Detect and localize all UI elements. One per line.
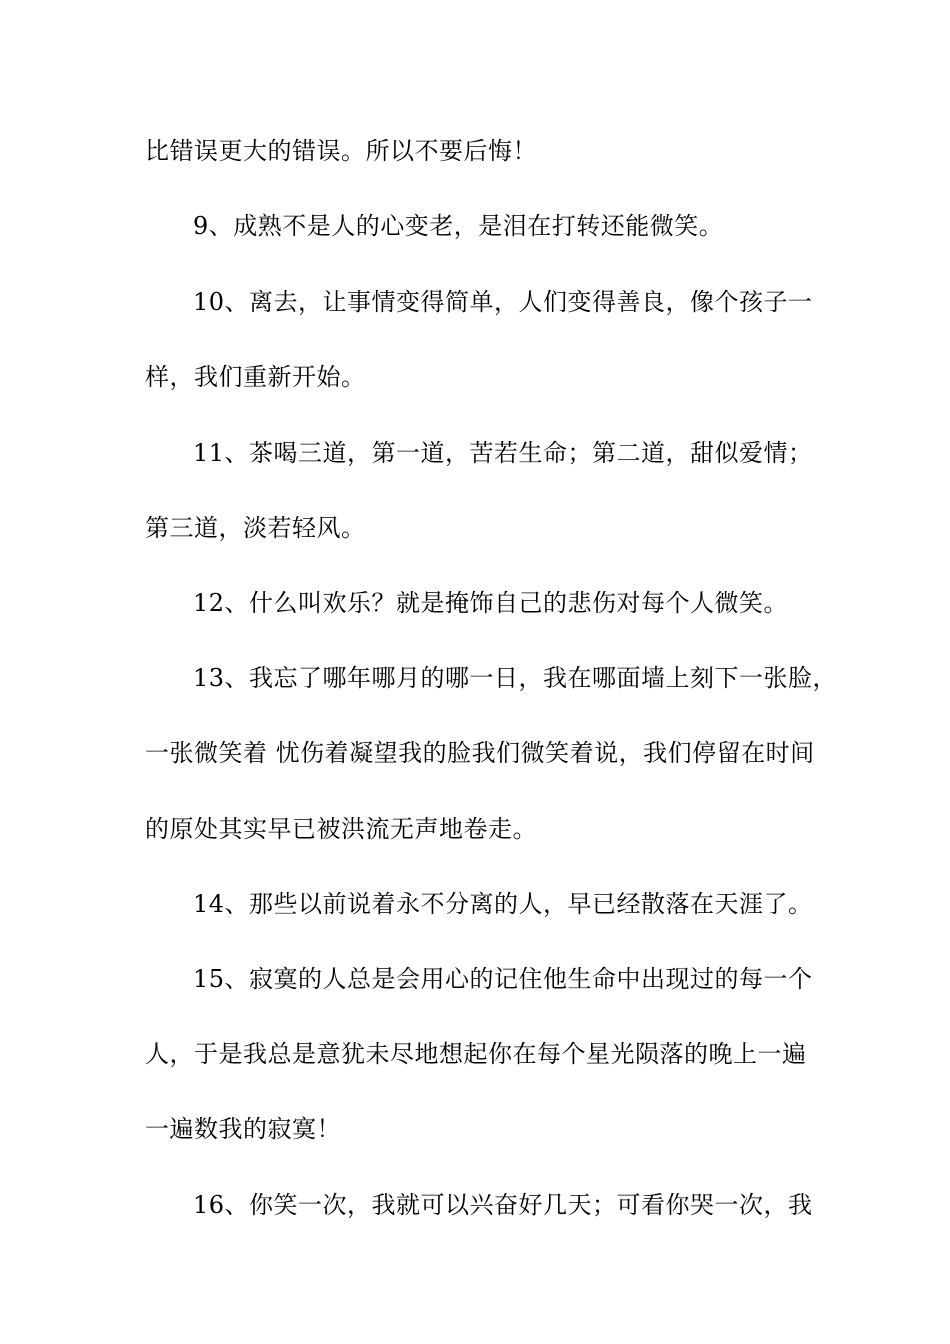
text-line: 的原处其实早已被洪流无声地卷走。 (145, 815, 537, 843)
text-line: 9、成熟不是人的心变老，是泪在打转还能微笑。 (193, 212, 724, 240)
text-line: 一张微笑着 忧伤着凝望我的脸我们微笑着说，我们停留在时间 (145, 739, 815, 767)
text-line: 14、那些以前说着永不分离的人，早已经散落在天涯了。 (193, 890, 813, 918)
text-line: 样，我们重新开始。 (145, 363, 366, 391)
text-line: 16、你笑一次，我就可以兴奋好几天；可看你哭一次，我 (193, 1191, 813, 1219)
text-line: 第三道，淡若轻风。 (145, 514, 366, 542)
text-line: 13、我忘了哪年哪月的哪一日，我在哪面墙上刻下一张脸， (193, 664, 838, 692)
text-line: 人，于是我总是意犹未尽地想起你在每个星光陨落的晚上一遍 (145, 1040, 807, 1068)
text-line: 15、寂寞的人总是会用心的记住他生命中出现过的每一个 (193, 965, 813, 993)
text-line: 12、什么叫欢乐？就是掩饰自己的悲伤对每个人微笑。 (193, 589, 789, 617)
text-line: 10、离去，让事情变得简单，人们变得善良，像个孩子一 (193, 288, 813, 316)
text-line: 比错误更大的错误。所以不要后悔！ (145, 137, 537, 165)
text-line: 一遍数我的寂寞！ (145, 1115, 341, 1143)
text-line: 11、茶喝三道，第一道，苦若生命；第二道，甜似爱情； (193, 439, 813, 467)
